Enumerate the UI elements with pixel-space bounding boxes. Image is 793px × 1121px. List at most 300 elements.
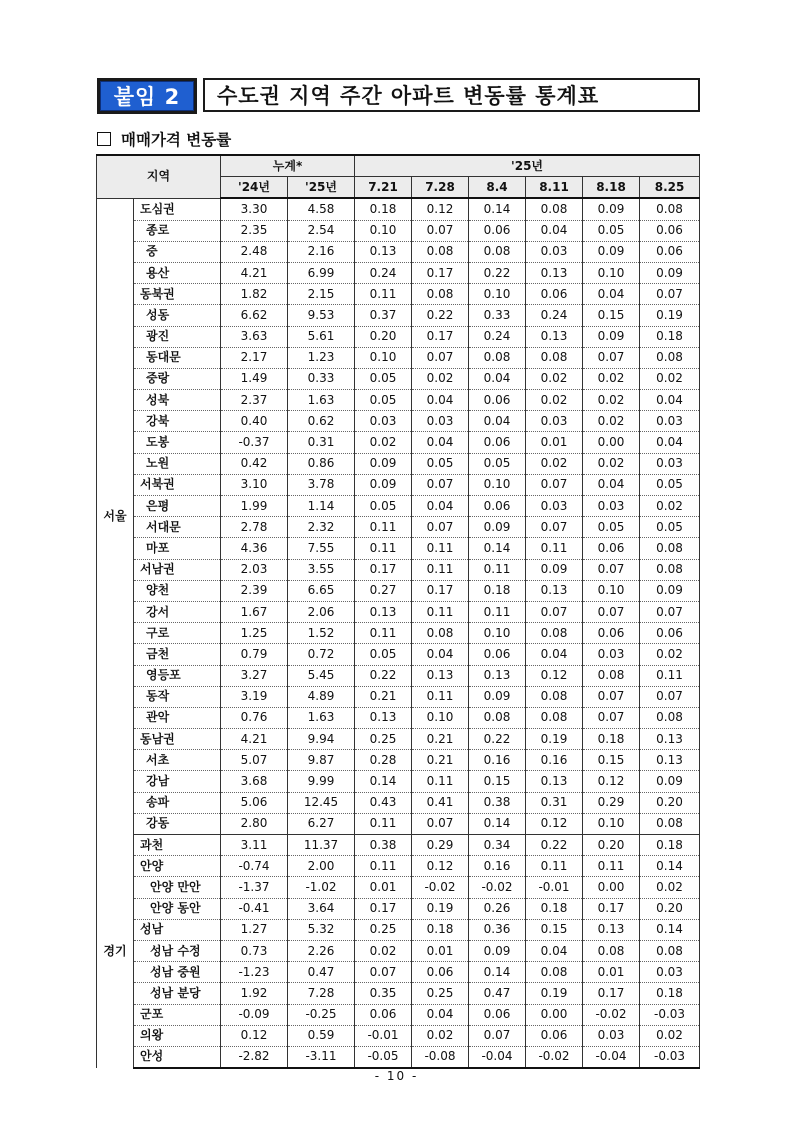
value-cell: 0.08 — [640, 707, 700, 728]
value-cell: 0.07 — [583, 601, 640, 622]
value-cell: 0.02 — [640, 644, 700, 665]
value-cell: 0.04 — [583, 284, 640, 305]
value-cell: 6.27 — [288, 813, 355, 834]
value-cell: 0.18 — [469, 580, 526, 601]
value-cell: 0.11 — [412, 686, 469, 707]
value-cell: 1.63 — [288, 707, 355, 728]
table-row — [97, 474, 700, 495]
column-header: 8.4 — [469, 177, 526, 199]
value-cell: 0.34 — [469, 835, 526, 856]
value-cell: 2.03 — [221, 559, 288, 580]
value-cell: 0.01 — [412, 940, 469, 961]
value-cell: 0.04 — [526, 220, 583, 241]
value-cell: 1.27 — [221, 919, 288, 940]
region-label: 서울 — [97, 198, 134, 834]
district-name: 서북권 — [134, 474, 221, 495]
table-row — [97, 1025, 700, 1046]
value-cell: 0.11 — [355, 813, 412, 834]
value-cell: 0.10 — [469, 284, 526, 305]
district-name: 송파 — [134, 792, 221, 813]
value-cell: 0.41 — [412, 792, 469, 813]
table-row — [97, 347, 700, 368]
district-name: 동대문 — [134, 347, 221, 368]
value-cell: 0.14 — [640, 919, 700, 940]
value-cell: 0.04 — [469, 411, 526, 432]
value-cell: 0.12 — [526, 813, 583, 834]
value-cell: 0.62 — [288, 411, 355, 432]
value-cell: 0.11 — [640, 665, 700, 686]
district-name: 성북 — [134, 390, 221, 411]
value-cell: -1.37 — [221, 877, 288, 898]
value-cell: 0.16 — [469, 856, 526, 877]
value-cell: 0.07 — [583, 347, 640, 368]
value-cell: 0.27 — [355, 580, 412, 601]
value-cell: 1.52 — [288, 623, 355, 644]
value-cell: 2.54 — [288, 220, 355, 241]
value-cell: 0.47 — [288, 962, 355, 983]
value-cell: 0.08 — [526, 623, 583, 644]
value-cell: 0.17 — [583, 983, 640, 1004]
value-cell: 0.24 — [469, 326, 526, 347]
value-cell: 0.07 — [469, 1025, 526, 1046]
table-row — [97, 665, 700, 686]
value-cell: 0.17 — [412, 580, 469, 601]
value-cell: 0.09 — [355, 453, 412, 474]
value-cell: -0.25 — [288, 1004, 355, 1025]
table-row — [97, 623, 700, 644]
value-cell: 0.47 — [469, 983, 526, 1004]
district-name: 관악 — [134, 707, 221, 728]
value-cell: 1.67 — [221, 601, 288, 622]
table-row — [97, 390, 700, 411]
value-cell: 3.78 — [288, 474, 355, 495]
table-row — [97, 707, 700, 728]
value-cell: 0.02 — [583, 411, 640, 432]
value-cell: 0.02 — [583, 453, 640, 474]
value-cell: -0.03 — [640, 1004, 700, 1025]
district-name: 강동 — [134, 813, 221, 834]
value-cell: 2.32 — [288, 517, 355, 538]
value-cell: 0.16 — [526, 750, 583, 771]
value-cell: 0.86 — [288, 453, 355, 474]
page-title: 수도권 지역 주간 아파트 변동률 통계표 — [217, 84, 600, 108]
value-cell: 0.08 — [526, 707, 583, 728]
value-cell: 0.08 — [640, 940, 700, 961]
attachment-header — [97, 78, 700, 114]
table-row — [97, 262, 700, 283]
district-name: 광진 — [134, 326, 221, 347]
column-header: '24년 — [221, 177, 288, 199]
value-cell: 0.14 — [469, 813, 526, 834]
value-cell: 0.20 — [583, 835, 640, 856]
value-cell: 0.42 — [221, 453, 288, 474]
district-name: 용산 — [134, 262, 221, 283]
value-cell: 0.18 — [640, 983, 700, 1004]
value-cell: 0.07 — [583, 707, 640, 728]
table-row — [97, 284, 700, 305]
value-cell: 0.12 — [221, 1025, 288, 1046]
table-row — [97, 326, 700, 347]
value-cell: 0.05 — [583, 220, 640, 241]
table-row — [97, 686, 700, 707]
value-cell: 0.01 — [526, 432, 583, 453]
table-body — [97, 198, 700, 1068]
district-name: 성남 — [134, 919, 221, 940]
price-change-table — [96, 154, 700, 1069]
value-cell: 0.02 — [355, 432, 412, 453]
value-cell: 3.63 — [221, 326, 288, 347]
attachment-badge — [97, 78, 197, 114]
value-cell: 0.11 — [412, 559, 469, 580]
table-row — [97, 940, 700, 961]
value-cell: 0.35 — [355, 983, 412, 1004]
table-row — [97, 856, 700, 877]
value-cell: 0.09 — [583, 326, 640, 347]
value-cell: 2.80 — [221, 813, 288, 834]
value-cell: -0.03 — [640, 1046, 700, 1068]
value-cell: 0.38 — [355, 835, 412, 856]
value-cell: 0.11 — [412, 771, 469, 792]
value-cell: 0.14 — [469, 962, 526, 983]
value-cell: 4.89 — [288, 686, 355, 707]
value-cell: 5.07 — [221, 750, 288, 771]
page-number: - 10 - — [374, 1069, 419, 1083]
value-cell: 0.14 — [469, 538, 526, 559]
table-row — [97, 305, 700, 326]
value-cell: 6.99 — [288, 262, 355, 283]
value-cell: 2.26 — [288, 940, 355, 961]
value-cell: 0.03 — [640, 411, 700, 432]
value-cell: 0.73 — [221, 940, 288, 961]
value-cell: 1.99 — [221, 496, 288, 517]
value-cell: 0.16 — [469, 750, 526, 771]
value-cell: 5.32 — [288, 919, 355, 940]
value-cell: 0.05 — [583, 517, 640, 538]
value-cell: 1.92 — [221, 983, 288, 1004]
value-cell: 1.49 — [221, 368, 288, 389]
district-name: 서초 — [134, 750, 221, 771]
value-cell: 0.07 — [526, 517, 583, 538]
value-cell: 0.13 — [355, 241, 412, 262]
value-cell: 2.00 — [288, 856, 355, 877]
value-cell: 0.18 — [526, 898, 583, 919]
value-cell: 0.19 — [526, 983, 583, 1004]
table-row — [97, 898, 700, 919]
value-cell: 0.07 — [412, 517, 469, 538]
table-row — [97, 559, 700, 580]
value-cell: 1.82 — [221, 284, 288, 305]
value-cell: 0.05 — [640, 474, 700, 495]
value-cell: 0.09 — [640, 580, 700, 601]
year-header: '25년 — [355, 155, 700, 177]
value-cell: 0.02 — [640, 877, 700, 898]
value-cell: -0.04 — [583, 1046, 640, 1068]
value-cell: 0.06 — [469, 644, 526, 665]
value-cell: 0.18 — [355, 198, 412, 220]
district-name: 동작 — [134, 686, 221, 707]
table-row — [97, 919, 700, 940]
district-name: 종로 — [134, 220, 221, 241]
value-cell: 0.08 — [526, 347, 583, 368]
value-cell: 6.62 — [221, 305, 288, 326]
table-row — [97, 241, 700, 262]
value-cell: 0.11 — [469, 559, 526, 580]
value-cell: 0.08 — [412, 623, 469, 644]
value-cell: 0.37 — [355, 305, 412, 326]
table-row — [97, 750, 700, 771]
value-cell: 1.23 — [288, 347, 355, 368]
value-cell: 0.10 — [469, 474, 526, 495]
value-cell: 0.10 — [583, 262, 640, 283]
value-cell: -0.01 — [526, 877, 583, 898]
value-cell: 0.05 — [640, 517, 700, 538]
table-row — [97, 580, 700, 601]
value-cell: 0.13 — [526, 262, 583, 283]
district-name: 강북 — [134, 411, 221, 432]
value-cell: -0.05 — [355, 1046, 412, 1068]
value-cell: 2.06 — [288, 601, 355, 622]
value-cell: 0.07 — [526, 601, 583, 622]
value-cell: 0.08 — [640, 347, 700, 368]
district-name: 서대문 — [134, 517, 221, 538]
value-cell: 0.09 — [526, 559, 583, 580]
value-cell: 7.28 — [288, 983, 355, 1004]
value-cell: 0.07 — [412, 347, 469, 368]
checkbox-icon — [97, 132, 111, 146]
value-cell: 7.55 — [288, 538, 355, 559]
value-cell: 0.38 — [469, 792, 526, 813]
value-cell: 0.08 — [526, 198, 583, 220]
value-cell: 0.10 — [355, 347, 412, 368]
value-cell: 0.03 — [583, 644, 640, 665]
district-name: 성동 — [134, 305, 221, 326]
value-cell: 0.07 — [412, 220, 469, 241]
value-cell: 0.76 — [221, 707, 288, 728]
value-cell: 3.64 — [288, 898, 355, 919]
value-cell: 0.18 — [640, 326, 700, 347]
table-row — [97, 496, 700, 517]
attachment-badge-label: 붙임 2 — [100, 81, 194, 111]
value-cell: 0.03 — [526, 241, 583, 262]
value-cell: 0.10 — [583, 813, 640, 834]
value-cell: 0.17 — [355, 898, 412, 919]
district-name: 중랑 — [134, 368, 221, 389]
value-cell: -0.08 — [412, 1046, 469, 1068]
district-name: 강서 — [134, 601, 221, 622]
value-cell: 0.04 — [412, 390, 469, 411]
value-cell: 2.15 — [288, 284, 355, 305]
value-cell: 0.11 — [412, 601, 469, 622]
district-name: 안양 만안 — [134, 877, 221, 898]
value-cell: 0.07 — [526, 474, 583, 495]
value-cell: 0.28 — [355, 750, 412, 771]
value-cell: 0.06 — [640, 623, 700, 644]
value-cell: 9.94 — [288, 729, 355, 750]
value-cell: 0.07 — [412, 813, 469, 834]
value-cell: 0.07 — [412, 474, 469, 495]
value-cell: 0.13 — [526, 771, 583, 792]
value-cell: 0.14 — [640, 856, 700, 877]
value-cell: 0.20 — [640, 792, 700, 813]
value-cell: 0.07 — [583, 686, 640, 707]
value-cell: 0.07 — [355, 962, 412, 983]
value-cell: 3.10 — [221, 474, 288, 495]
value-cell: 4.58 — [288, 198, 355, 220]
value-cell: 0.02 — [583, 368, 640, 389]
value-cell: 0.03 — [412, 411, 469, 432]
value-cell: 0.06 — [469, 1004, 526, 1025]
region-label: 경기 — [97, 835, 134, 1069]
value-cell: -2.82 — [221, 1046, 288, 1068]
value-cell: 0.18 — [412, 919, 469, 940]
value-cell: 0.04 — [640, 432, 700, 453]
value-cell: 0.06 — [469, 432, 526, 453]
value-cell: 0.13 — [526, 580, 583, 601]
value-cell: 0.05 — [412, 453, 469, 474]
value-cell: 9.87 — [288, 750, 355, 771]
value-cell: 0.11 — [355, 517, 412, 538]
value-cell: -0.04 — [469, 1046, 526, 1068]
value-cell: 9.99 — [288, 771, 355, 792]
table-row — [97, 368, 700, 389]
table-row — [97, 983, 700, 1004]
table-row — [97, 220, 700, 241]
value-cell: 0.20 — [355, 326, 412, 347]
value-cell: 0.19 — [526, 729, 583, 750]
value-cell: 0.11 — [355, 856, 412, 877]
value-cell: 2.39 — [221, 580, 288, 601]
value-cell: 0.22 — [355, 665, 412, 686]
value-cell: 0.13 — [583, 919, 640, 940]
table-row — [97, 813, 700, 834]
value-cell: 0.13 — [355, 601, 412, 622]
value-cell: 0.08 — [640, 559, 700, 580]
value-cell: 0.08 — [412, 284, 469, 305]
header-row-1 — [97, 155, 700, 177]
value-cell: 0.13 — [469, 665, 526, 686]
table-row — [97, 411, 700, 432]
table-row — [97, 962, 700, 983]
value-cell: 3.11 — [221, 835, 288, 856]
district-name: 금천 — [134, 644, 221, 665]
value-cell: -1.23 — [221, 962, 288, 983]
value-cell: 0.13 — [355, 707, 412, 728]
value-cell: -1.02 — [288, 877, 355, 898]
value-cell: 0.03 — [526, 411, 583, 432]
value-cell: 0.04 — [412, 432, 469, 453]
table-row — [97, 198, 700, 220]
table-row — [97, 432, 700, 453]
value-cell: 0.01 — [355, 877, 412, 898]
value-cell: 4.21 — [221, 262, 288, 283]
value-cell: 0.04 — [412, 1004, 469, 1025]
value-cell: 0.22 — [469, 729, 526, 750]
value-cell: 0.33 — [288, 368, 355, 389]
value-cell: 0.08 — [640, 813, 700, 834]
value-cell: 0.06 — [640, 220, 700, 241]
value-cell: 0.02 — [355, 940, 412, 961]
value-cell: 2.16 — [288, 241, 355, 262]
value-cell: 0.19 — [412, 898, 469, 919]
value-cell: 5.61 — [288, 326, 355, 347]
value-cell: 1.25 — [221, 623, 288, 644]
region-header: 지역 — [97, 155, 221, 198]
value-cell: 0.02 — [640, 368, 700, 389]
value-cell: 0.13 — [412, 665, 469, 686]
value-cell: 0.01 — [583, 962, 640, 983]
value-cell: 0.09 — [640, 771, 700, 792]
district-name: 안양 동안 — [134, 898, 221, 919]
value-cell: 0.25 — [412, 983, 469, 1004]
value-cell: 0.79 — [221, 644, 288, 665]
value-cell: 0.12 — [583, 771, 640, 792]
value-cell: 0.11 — [355, 284, 412, 305]
value-cell: 0.00 — [583, 432, 640, 453]
value-cell: 0.09 — [469, 517, 526, 538]
value-cell: 0.11 — [526, 856, 583, 877]
column-header: 8.18 — [583, 177, 640, 199]
value-cell: 0.17 — [583, 898, 640, 919]
value-cell: 0.08 — [469, 707, 526, 728]
district-name: 안성 — [134, 1046, 221, 1068]
column-header: 8.11 — [526, 177, 583, 199]
value-cell: 0.17 — [412, 326, 469, 347]
table-row — [97, 453, 700, 474]
value-cell: 0.13 — [640, 750, 700, 771]
value-cell: 0.12 — [526, 665, 583, 686]
district-name: 안양 — [134, 856, 221, 877]
value-cell: -0.02 — [526, 1046, 583, 1068]
value-cell: 0.07 — [583, 559, 640, 580]
value-cell: 0.12 — [412, 856, 469, 877]
value-cell: 2.78 — [221, 517, 288, 538]
value-cell: 0.15 — [526, 919, 583, 940]
value-cell: 0.20 — [640, 898, 700, 919]
value-cell: 0.06 — [469, 220, 526, 241]
value-cell: 0.06 — [469, 496, 526, 517]
value-cell: 0.24 — [526, 305, 583, 326]
value-cell: 0.06 — [583, 538, 640, 559]
value-cell: 0.09 — [640, 262, 700, 283]
value-cell: 0.18 — [583, 729, 640, 750]
district-name: 성남 분당 — [134, 983, 221, 1004]
value-cell: 3.55 — [288, 559, 355, 580]
value-cell: 0.06 — [526, 1025, 583, 1046]
value-cell: 0.02 — [640, 496, 700, 517]
value-cell: 0.11 — [526, 538, 583, 559]
table-row — [97, 644, 700, 665]
value-cell: -0.74 — [221, 856, 288, 877]
value-cell: 0.10 — [583, 580, 640, 601]
value-cell: 0.07 — [640, 601, 700, 622]
value-cell: -3.11 — [288, 1046, 355, 1068]
value-cell: 1.14 — [288, 496, 355, 517]
value-cell: 0.08 — [640, 198, 700, 220]
value-cell: -0.02 — [469, 877, 526, 898]
value-cell: 0.02 — [526, 368, 583, 389]
value-cell: 0.09 — [355, 474, 412, 495]
value-cell: 2.35 — [221, 220, 288, 241]
value-cell: -0.02 — [412, 877, 469, 898]
value-cell: 0.10 — [412, 707, 469, 728]
value-cell: 11.37 — [288, 835, 355, 856]
value-cell: 2.48 — [221, 241, 288, 262]
value-cell: 0.08 — [469, 241, 526, 262]
column-header: '25년 — [288, 177, 355, 199]
value-cell: 0.21 — [412, 729, 469, 750]
value-cell: 0.08 — [640, 538, 700, 559]
value-cell: 0.05 — [355, 496, 412, 517]
